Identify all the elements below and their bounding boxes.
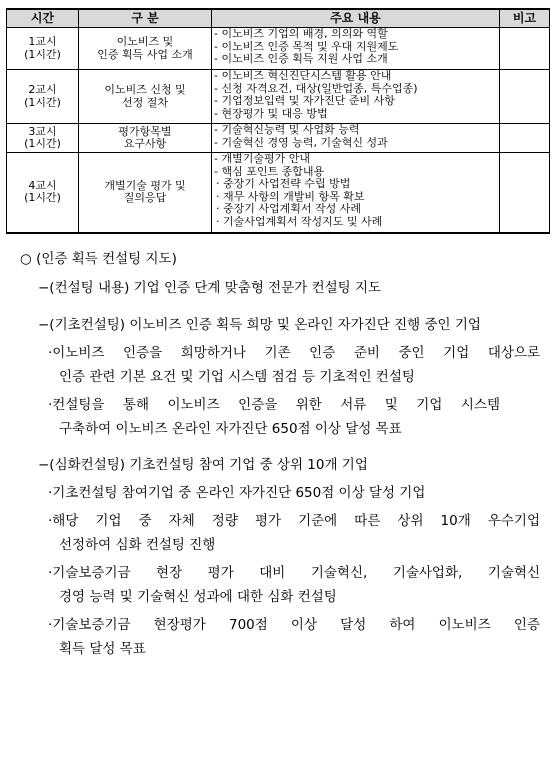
- basic-bullet-1-line-2: 인증 관련 기본 요건 및 기업 시스템 점검 등 기초적인 컨설팅: [59, 369, 415, 385]
- deep-bullet-3-line-1: ·기술보증기금 현장 평가 대비 기술혁신, 기술사업화, 기술혁신: [48, 565, 540, 581]
- basic-bullet-1-line-1: ·이노비즈 인증을 희망하거나 기존 인증 준비 중인 기업 대상으로: [48, 345, 540, 361]
- table-header-row: [7, 9, 550, 28]
- content-line: · 중장기 사업전략 수립 방법: [216, 178, 351, 190]
- cell-time: [7, 70, 79, 124]
- header-category: 구 분: [79, 9, 212, 28]
- time-label: 3교시: [28, 125, 57, 138]
- deep-bullet-4-line-2: 획득 달성 목표: [59, 641, 146, 657]
- cell-content: [212, 70, 500, 124]
- content-line: · 중장기 사업계획서 작성 사례: [216, 203, 361, 215]
- deep-bullet-2-line-1: ·해당 기업 중 자체 정량 평가 기준에 따른 상위 10개 우수기업: [48, 513, 540, 529]
- section-heading: ○ (인증 획득 컨설팅 지도): [20, 251, 177, 267]
- basic-consult-title: −(기초컨설팅) 이노비즈 인증 획득 희망 및 온라인 자가진단 진행 중인 기업: [38, 317, 481, 333]
- table-row: [7, 153, 550, 233]
- time-duration: (1시간): [24, 192, 61, 205]
- schedule-table: [6, 8, 550, 234]
- deep-bullet-3-line-2: 경영 능력 및 기술혁신 성과에 대한 심화 컨설팅: [59, 589, 337, 605]
- content-line: - 기술혁신능력 및 사업화 능력: [214, 124, 360, 136]
- consult-content-line: −(컨설팅 내용) 기업 인증 단계 맞춤형 전문가 컨설팅 지도: [38, 280, 382, 296]
- time-duration: (1시간): [24, 48, 61, 61]
- cell-category: [79, 70, 212, 124]
- category-line: 요구사항: [123, 138, 167, 150]
- time-label: 2교시: [28, 84, 57, 96]
- cell-note: [500, 70, 550, 124]
- cell-time: [7, 124, 79, 153]
- basic-bullet-2-line-1: ·컨설팅을 통해 이노비즈 인증을 위한 서류 및 기업 시스템: [48, 397, 500, 413]
- cell-time: [7, 28, 79, 70]
- deep-bullet-1: ·기초컨설팅 참여기업 중 온라인 자가진단 650점 이상 달성 기업: [48, 485, 426, 501]
- content-line: - 이노비즈 인증 획득 지원 사업 소개: [214, 53, 388, 65]
- content-line: · 기술사업계획서 작성지도 및 사례: [216, 215, 383, 228]
- deep-bullet-2-line-2: 선정하여 심화 컨설팅 진행: [59, 537, 216, 553]
- content-line: - 현장평가 및 대응 방법: [214, 107, 328, 120]
- content-line: - 신청 자격요건, 대상(일반업종, 특수업종): [214, 82, 418, 95]
- cell-time: [7, 153, 79, 233]
- cell-content: [212, 153, 500, 233]
- header-note: 비고: [500, 9, 550, 28]
- category-line: 질의응답: [123, 192, 167, 205]
- category-line: 인증 획득 사업 소개: [97, 48, 193, 61]
- cell-category: [79, 124, 212, 153]
- basic-bullet-2-line-2: 구축하여 이노비즈 온라인 자가진단 650점 이상 달성 목표: [59, 421, 402, 437]
- table-row: [7, 28, 550, 70]
- content-line: - 핵심 포인트 종합내용: [214, 165, 325, 178]
- time-duration: (1시간): [24, 138, 61, 150]
- content-line: · 재무 사항의 개발비 항목 확보: [216, 190, 365, 203]
- category-line: 평가항목별: [118, 125, 172, 138]
- time-label: 1교시: [28, 36, 57, 48]
- table-row: [7, 70, 550, 124]
- content-line: - 이노비즈 기업의 배경, 의의와 역할: [214, 28, 388, 40]
- category-line: 이노비즈 및: [116, 36, 174, 48]
- cell-content: [212, 28, 500, 70]
- cell-note: [500, 124, 550, 153]
- deep-bullet-4-line-1: ·기술보증기금 현장평가 700점 이상 달성 하여 이노비즈 인증: [48, 617, 540, 633]
- content-line: - 이노비즈 혁신진단시스템 활용 안내: [214, 70, 392, 82]
- deep-consult-title: −(심화컨설팅) 기초컨설팅 참여 기업 중 상위 10개 기업: [38, 457, 368, 473]
- time-label: 4교시: [28, 179, 57, 192]
- time-duration: (1시간): [24, 96, 61, 109]
- category-line: 이노비즈 신청 및: [104, 84, 186, 96]
- category-line: 개별기술 평가 및: [104, 179, 186, 192]
- cell-content: [212, 124, 500, 153]
- content-line: - 개별기술평가 안내: [214, 153, 310, 165]
- content-line: - 기업정보입력 및 자가진단 준비 사항: [214, 95, 395, 107]
- content-line: - 이노비즈 인증 목적 및 우대 지원제도: [214, 40, 399, 53]
- table-row: [7, 124, 550, 153]
- category-line: 선정 절차: [121, 96, 168, 109]
- cell-note: [500, 28, 550, 70]
- cell-note: [500, 153, 550, 233]
- header-content: 주요 내용: [212, 9, 500, 28]
- cell-category: [79, 153, 212, 233]
- cell-category: [79, 28, 212, 70]
- content-line: - 기술혁신 경영 능력, 기술혁신 성과: [214, 136, 388, 149]
- header-time: 시간: [7, 9, 79, 28]
